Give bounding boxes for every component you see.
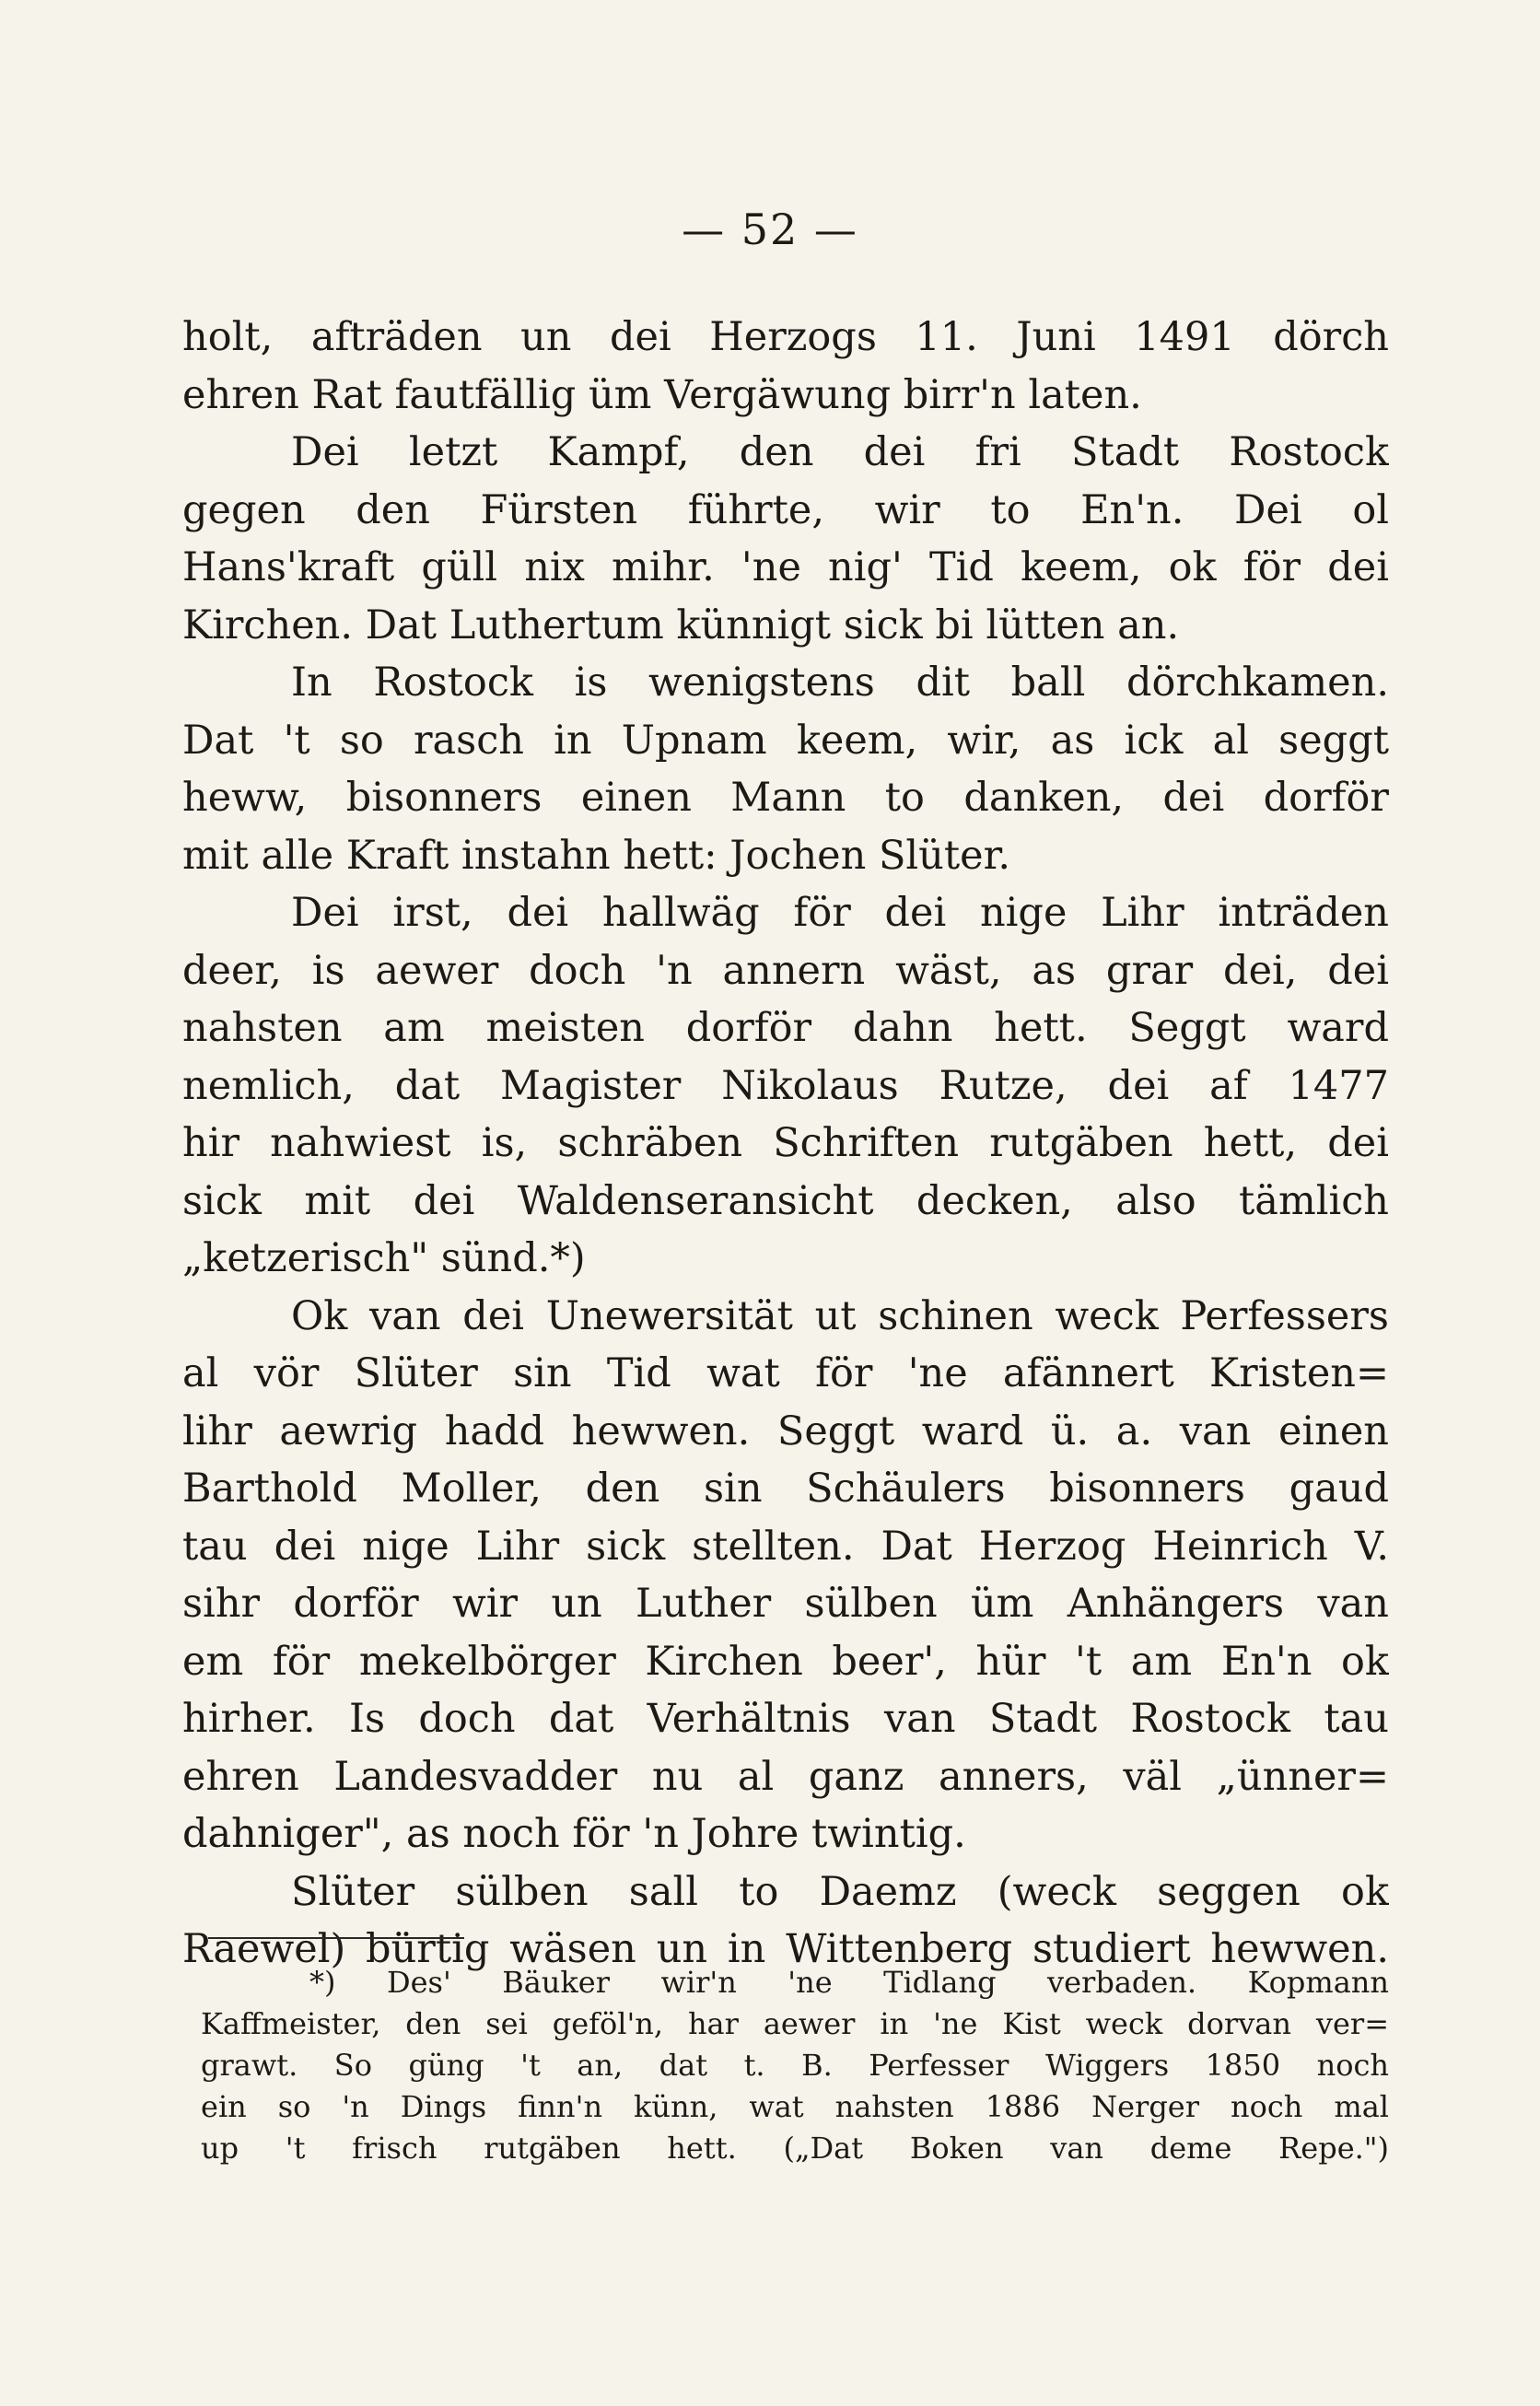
- footnote-line: grawt. So güng 't an, dat t. B. Perfesser Wiggers 1850 noch: [201, 2048, 1389, 2083]
- footnote-line: ein so 'n Dings finn'n künn, wat nahsten 1886 Nerger noch mal: [201, 2089, 1389, 2124]
- text-line: heww, bisonners einen Mann to danken, dei dorför: [182, 775, 1389, 821]
- text-line: Dei letzt Kampf, den dei fri Stadt Rostock: [291, 429, 1389, 475]
- text-line: gegen den Fürsten führte, wir to En'n. Dei ol: [182, 486, 1389, 533]
- footnote-line: Kaffmeister, den sei geföl'n, har aewer in 'ne Kist weck dorvan ver=: [201, 2006, 1389, 2041]
- text-line: hir nahwiest is, schräben Schriften rutgäben hett, dei: [182, 1120, 1389, 1166]
- text-line: lihr aewrig hadd hewwen. Seggt ward ü. a. van einen: [182, 1407, 1389, 1454]
- page-number: — 52 —: [682, 204, 858, 254]
- footnote: [201, 1962, 1389, 2169]
- text-line: tau dei nige Lihr sick stellten. Dat Herzog Heinrich V.: [182, 1523, 1389, 1570]
- text-line: al vör Slüter sin Tid wat för 'ne afännert Kristen=: [182, 1350, 1389, 1396]
- text-line: Dat 't so rasch in Upnam keem, wir, as ick al seggt: [182, 717, 1389, 764]
- text-line: Barthold Moller, den sin Schäulers bisonners gaud: [182, 1466, 1389, 1512]
- text-line: ehren Rat fautfällig üm Vergäwung birr'n laten.: [182, 371, 1142, 418]
- text-line: Dei irst, dei hallwäg för dei nige Lihr inträden: [291, 890, 1389, 936]
- text-line: em för mekelbörger Kirchen beer', hür 't am En'n ok: [182, 1638, 1389, 1685]
- text-line: Kirchen. Dat Luthertum künnigt sick bi lütten an.: [182, 602, 1180, 648]
- text-line: dahniger", as noch för 'n Johre twintig.: [182, 1811, 966, 1857]
- footnote-line: *) Des' Bäuker wir'n 'ne Tidlang verbaden. Kopmann: [309, 1965, 1389, 2000]
- text-line: Ok van dei Unewersität ut schinen weck Perfessers: [291, 1292, 1389, 1339]
- text-line: holt, afträden un dei Herzogs 11. Juni 1491 dörch: [182, 314, 1389, 360]
- text-line: mit alle Kraft instahn hett: Jochen Slüter.: [182, 832, 1011, 879]
- text-line: sihr dorför wir un Luther sülben üm Anhängers van: [182, 1581, 1389, 1627]
- body-text: [182, 309, 1389, 1979]
- text-line: Hans'kraft güll nix mihr. 'ne nig' Tid keem, ok för dei: [182, 544, 1389, 590]
- text-line: ehren Landesvadder nu al ganz anners, väl „ünner=: [182, 1753, 1389, 1800]
- text-line: nemlich, dat Magister Nikolaus Rutze, dei af 1477: [182, 1062, 1389, 1109]
- text-line: In Rostock is wenigstens dit ball dörchkamen.: [291, 660, 1389, 706]
- footnote-divider: [208, 1937, 464, 1939]
- text-line: Raewel) bürtig wäsen un in Wittenberg studiert hewwen.: [182, 1926, 1389, 1972]
- text-line: deer, is aewer doch 'n annern wäst, as grar dei, dei: [182, 947, 1389, 994]
- text-line: Slüter sülben sall to Daemz (weck seggen ok: [291, 1868, 1389, 1915]
- text-line: nahsten am meisten dorför dahn hett. Seggt ward: [182, 1005, 1389, 1051]
- text-line: „ketzerisch" sünd.*): [182, 1235, 586, 1281]
- footnote-line: up 't frisch rutgäben hett. („Dat Boken van deme Repe."): [201, 2131, 1389, 2166]
- text-line: hirher. Is doch dat Verhältnis van Stadt Rostock tau: [182, 1696, 1389, 1742]
- text-line: sick mit dei Waldenseransicht decken, also tämlich: [182, 1177, 1389, 1224]
